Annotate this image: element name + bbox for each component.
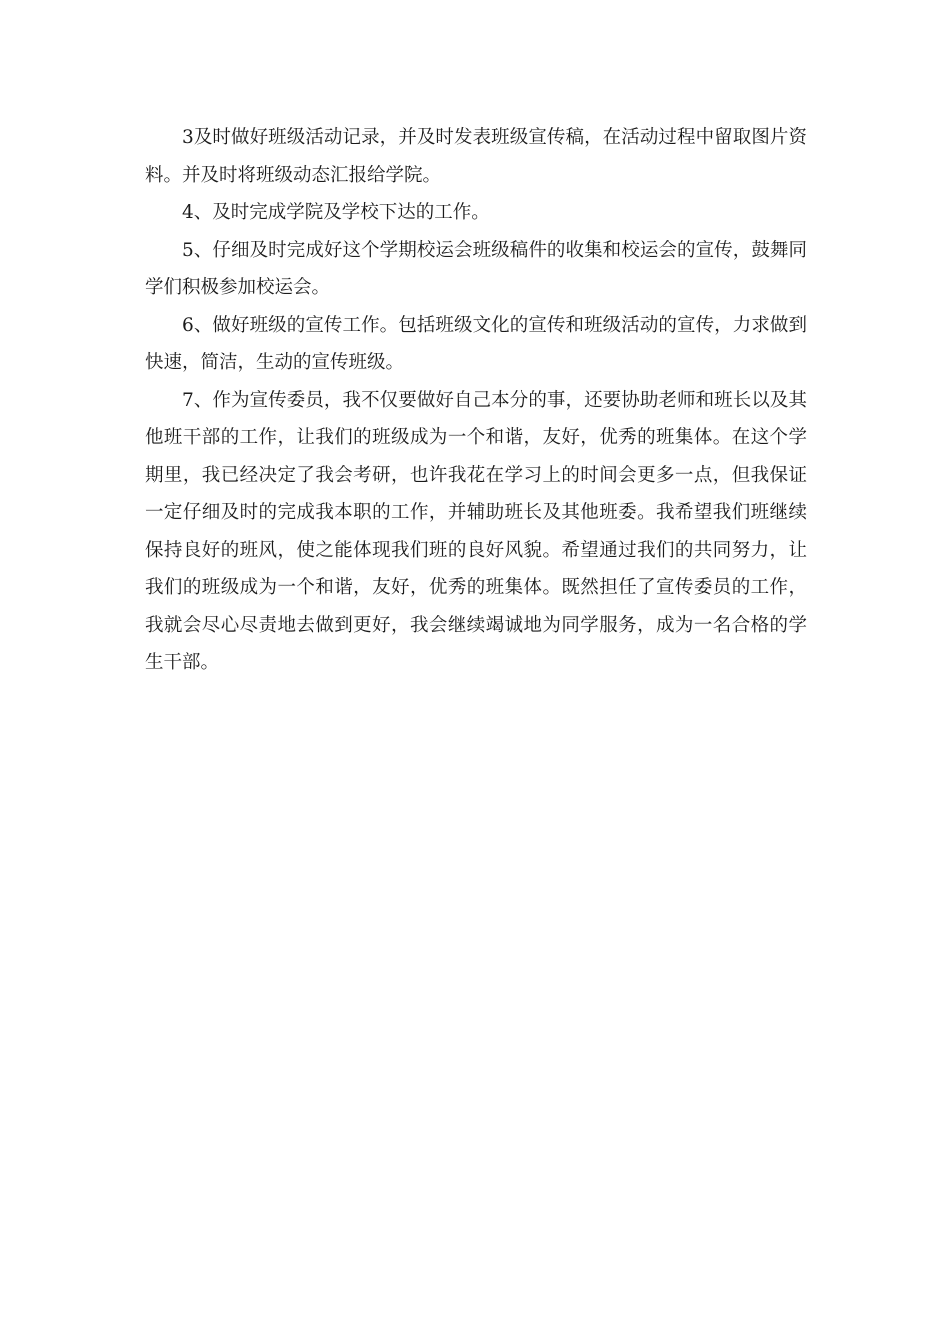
document-body: [145, 119, 807, 682]
paragraph-item-5: 5、仔细及时完成好这个学期校运会班级稿件的收集和校运会的宣传，鼓舞同学们积极参加校运会。: [145, 239, 807, 298]
paragraph-item-4: 4、及时完成学院及学校下达的工作。: [182, 202, 490, 223]
paragraph-item-6: 6、做好班级的宣传工作。包括班级文化的宣传和班级活动的宣传，力求做到快速，简洁，生动的宣传班级。: [145, 314, 807, 373]
paragraph-item-7: 7、作为宣传委员，我不仅要做好自己本分的事，还要协助老师和班长以及其他班干部的工作，让我们的班级成为一个和谐，友好，优秀的班集体。在这个学期里，我已经决定了我会考研，也许我花在学习上的时间会更多一点，但我保证一定仔细及时的完成我本职的工作，并辅助班长及其他班委。我希望我们班继续保持良好的班风，使之能体现我们班的良好风貌。希望通过我们的共同努力，让我们的班级成为一个和谐，友好，优秀的班集体。既然担任了宣传委员的工作，我就会尽心尽责地去做到更好，我会继续竭诚地为同学服务，成为一名合格的学生干部。: [145, 389, 807, 673]
paragraph-item-3: 3及时做好班级活动记录，并及时发表班级宣传稿，在活动过程中留取图片资料。并及时将班级动态汇报给学院。: [145, 127, 807, 186]
